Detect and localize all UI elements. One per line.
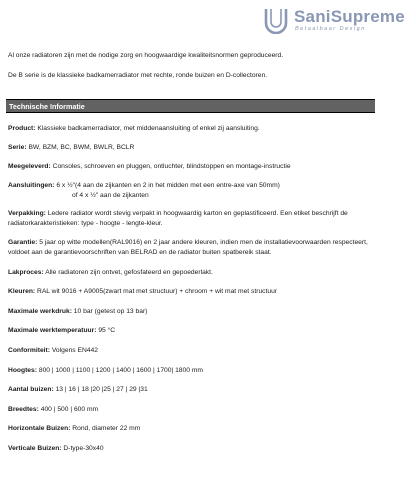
spec-value: 10 bar (getest op 13 bar) [73,308,148,315]
spec-label: Lakproces: [8,269,44,276]
spec-verticale-buizen [8,444,104,454]
spec-label: Verpakking: [8,210,46,217]
spec-value: Rond, diameter 22 mm [72,425,141,432]
spec-value: RAL wit 9016 + A9005(zwart mat met structuur) + chroom + wit mat met structuur [37,288,278,295]
spec-product [8,124,260,134]
spec-serie [8,143,134,153]
spec-label: Verticale Buizen: [8,445,62,452]
intro-text-2: De B serie is de klassieke badkamerradiator met rechte, ronde buizen en D-collectoren. [8,72,268,79]
spec-label: Maximale werktemperatuur: [8,327,97,334]
spec-conformiteit [8,346,98,356]
spec-value: 800 | 1000 | 1100 | 1200 | 1400 | 1600 | 1700| 1800 mm [38,367,203,374]
brand-tagline: Betaalbaar Design [295,26,366,32]
section-header-bar [6,99,375,113]
spec-label: Garantie: [8,239,38,246]
spec-meegeleverd [8,162,291,172]
spec-garantie [8,238,376,257]
intro-text-1: Al onze radiatoren zijn met de nodige zorg en hoogwaardige kwaliteitsnormen geproduceerd. [8,52,284,59]
spec-breedtes [8,405,98,415]
brand-name: SaniSupreme [294,7,405,26]
spec-label: Breedtes: [8,406,39,413]
spec-value: 400 | 500 | 600 mm [40,406,99,413]
spec-label: Serie: [8,144,27,151]
spec-value: Klassieke badkamerradiator, met middenaansluiting of enkel zij aansluiting. [37,125,260,132]
spec-label: Meegeleverd: [8,163,51,170]
spec-label: Kleuren: [8,288,36,295]
spec-aansluitingen [8,181,280,200]
spec-label: Conformiteit: [8,347,50,354]
spec-value-continued: of 4 x ½" aan de zijkanten [72,191,149,199]
spec-value: D-type-30x40 [63,445,104,452]
spec-werkdruk [8,307,147,317]
spec-kleuren [8,287,277,297]
spec-horizontale-buizen [8,424,140,434]
spec-werktemperatuur [8,326,115,336]
spec-value: 95 °C [98,327,116,334]
spec-aantal-buizen [8,385,148,395]
section-title: Technische Informatie [9,102,85,111]
brand-logo [262,6,410,36]
spec-lakproces [8,268,213,278]
spec-label: Hoogtes: [8,367,37,374]
spec-hoogtes [8,366,203,376]
spec-value: 5 jaar op witte modellen(RAL9016) en 2 jaar andere kleuren, indien men de installatievoorwaarden respecteert, voldoet aan de garantievoorschriften van BELRAD en de radiator buiten spatbereik staat. [8,239,368,256]
spec-value: 13 | 16 | 18 |20 |25 | 27 | 29 |31 [55,386,148,393]
spec-label: Maximale werkdruk: [8,308,72,315]
spec-value: Volgens EN442 [51,347,98,354]
spec-value: Alle radiatoren zijn ontvet, gefosfateerd en gepoederlakt. [45,269,213,276]
spec-verpakking [8,209,376,228]
spec-value: Consoles, schroeven en pluggen, ontluchter, blindstoppen en montage-instructie [52,163,291,170]
spec-value: Ledere radiator wordt stevig verpakt in hoogwaardig karton en geplastificeerd. Een etiket beschrijft de radiatorkarakteristieken: type - hoogte - lengte-kleur. [8,210,348,227]
sanisupreme-logo-icon [262,6,290,34]
spec-label: Aantal buizen: [8,386,54,393]
spec-label: Horizontale Buizen: [8,425,71,432]
spec-value: 6 x ½"(4 aan de zijkanten en 2 in het midden met een entre-axe van 50mm) [56,182,280,189]
spec-label: Aansluitingen: [8,182,55,189]
spec-value: BW, BZM, BC, BWM, BWLR, BCLR [28,144,135,151]
spec-label: Product: [8,125,36,132]
